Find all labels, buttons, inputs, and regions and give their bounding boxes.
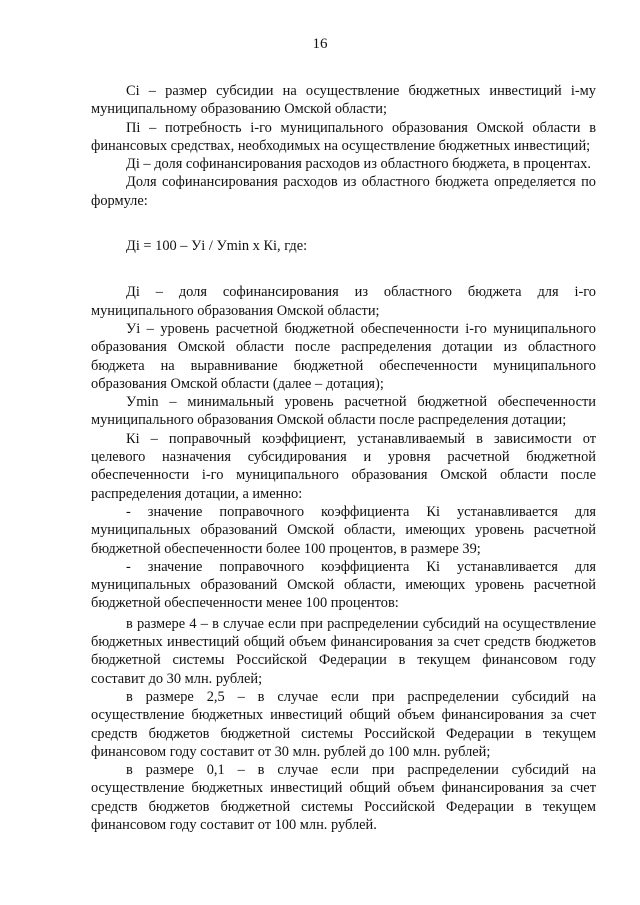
page-number: 16 (312, 36, 328, 52)
definition-ui: Уi – уровень расчетной бюджетной обеспеченности i-го муниципального образования Омской области после распределения дотации из областного бюджета на выравнивание бюджетной обеспеченности муниципального образования Омской области (далее – дотация); (91, 320, 596, 392)
ki-value-above-100: - значение поправочного коэффициента Кi устанавливается для муниципальных образований Омской области, имеющих уровень расчетной бюджетной обеспеченности более 100 процентов, в размере 39; (91, 503, 596, 557)
document-body (91, 82, 596, 834)
paragraph-formula-intro: Доля софинансирования расходов из областного бюджета определяется по формуле: (91, 174, 596, 209)
ki-value-below-100: - значение поправочного коэффициента Кi устанавливается для муниципальных образований Омской области, имеющих уровень расчетной бюджетной обеспеченности менее 100 процентов: (91, 558, 596, 612)
ki-case-4: в размере 4 – в случае если при распределении субсидий на осуществление бюджетных инвестиций общий объем финансирования за счет средств бюджетов бюджетной системы Российской Федерации в текущем финансовом году составит до 30 млн. рублей; (91, 615, 596, 687)
paragraph-di-definition: Дi – доля софинансирования расходов из областного бюджета, в процентах. (126, 156, 591, 173)
definition-umin: Уmin – минимальный уровень расчетной бюджетной обеспеченности муниципального образования Омской области после распределения дотации; (91, 394, 596, 429)
definition-ki: Кi – поправочный коэффициент, устанавливаемый в зависимости от целевого назначения субсидирования и уровня расчетной бюджетной обеспеченности i-го муниципального образования Омской области после распределения дотации, а именно: (91, 430, 596, 502)
definition-di: Дi – доля софинансирования из областного бюджета для i-го муниципального образования Омской области; (91, 284, 596, 319)
ki-case-2-5: в размере 2,5 – в случае если при распределении субсидий на осуществление бюджетных инвестиций общий объем финансирования за счет средств бюджетов бюджетной системы Российской Федерации в текущем финансовом году составит от 30 млн. рублей до 100 млн. рублей; (91, 688, 596, 760)
paragraph-ci-definition: Сi – размер субсидии на осуществление бюджетных инвестиций i-му муниципальному образованию Омской области; (91, 83, 596, 118)
ki-case-0-1: в размере 0,1 – в случае если при распределении субсидий на осуществление бюджетных инвестиций общий объем финансирования за счет средств бюджетов бюджетной системы Российской Федерации в текущем финансовом году составит от 100 млн. рублей. (91, 762, 596, 833)
paragraph-pi-definition: Пi – потребность i-го муниципального образования Омской области в финансовых средствах, необходимых на осуществление бюджетных инвестиций; (91, 119, 596, 154)
formula: Дi = 100 – Уi / Уmin x Кi, где: (126, 238, 308, 255)
